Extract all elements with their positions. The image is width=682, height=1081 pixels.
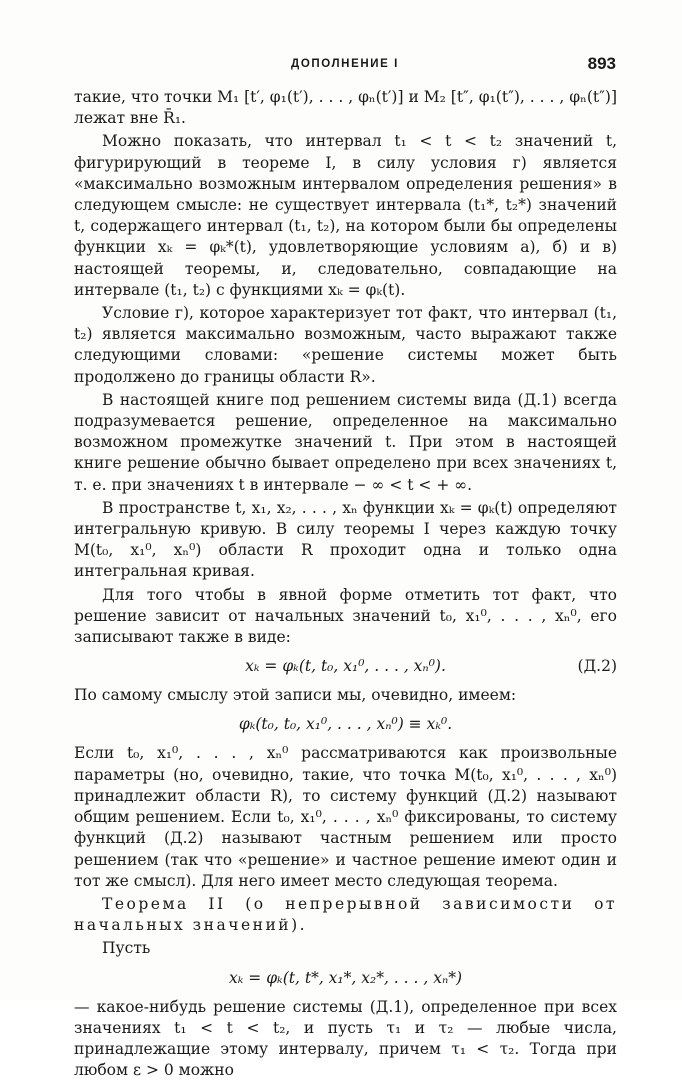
- paragraph-7: По самому смыслу этой записи мы, очевидно, имеем:: [74, 686, 517, 705]
- paragraph-9: — какое-нибудь решение системы (Д.1), определенное при всех значениях t₁ < t < t₂, и пусть τ₁ и τ₂ — любые числа, принадлежащие этому интервалу, причем τ₁ < τ₂. Тогда при любом ε > 0 можно: [74, 997, 617, 1080]
- paragraph-8: Если t₀, x₁⁰, . . . , xₙ⁰ рассматриваются как произвольные параметры (но, очевидно, такие, что точка M(t₀, x₁⁰, . . . , xₙ⁰) принадлежит области R), то систему функций (Д.2) называют общим решением. Если t₀, x₁⁰, . . . , xₙ⁰ фиксированы, то систему функций (Д.2) называют частным решением или просто решением (так что «решение» и частное решение имеют один и тот же смысл). Для него имеет место следующая теорема.: [74, 744, 617, 890]
- paragraph-3: Условие г), которое характеризует тот факт, что интервал (t₁, t₂) является максимально возможным, часто выражают также следующими словами: «решение системы может быть продолжено до границы области R».: [74, 304, 617, 386]
- equation-number: (Д.2): [577, 657, 617, 676]
- page-number: 893: [587, 54, 616, 73]
- formula-d2: [74, 656, 617, 677]
- paragraph-6: Для того чтобы в явной форме отметить тот факт, что решение зависит от начальных значений t₀, x₁⁰, . . . , xₙ⁰, его записывают также в виде:: [74, 585, 617, 647]
- formula-identity: [74, 714, 617, 735]
- theorem-title: Теорема II (о непрерывной зависимости от начальных значений).: [74, 894, 617, 935]
- paragraph-4: В настоящей книге под решением системы вида (Д.1) всегда подразумевается решение, определенное на максимально возможном промежутке значений t. При этом в настоящей книге решение обычно бывает определено при всех значениях t, т. е. при значениях t в интервале − ∞ < t < + ∞.: [74, 390, 617, 494]
- formula-identity-text: φₖ(t₀, t₀, x₁⁰, . . . , xₙ⁰) ≡ xₖ⁰.: [238, 715, 453, 734]
- paragraph-2: Можно показать, что интервал t₁ < t < t₂ значений t, фигурирующий в теореме I, в силу условия г) является «максимально возможным интервалом определения решения» в следующем смысле: не существует интервала (t₁*, t₂*) значений t, содержащего интервал (t₁, t₂), на котором были бы определены функции xₖ = φₖ*(t), удовлетворяющие условиям а), б) и в) настоящей теоремы, и, следовательно, совпадающие на интервале (t₁, t₂) с функциями xₖ = φₖ(t).: [74, 132, 617, 299]
- paragraph-1: такие, что точки M₁ [t′, φ₁(t′), . . . , φₙ(t′)] и M₂ [t″, φ₁(t″), . . . , φₙ(t″)] лежат вне R̄₁.: [74, 88, 617, 128]
- page-body: [74, 87, 617, 1081]
- formula-star: [74, 968, 617, 989]
- formula-d2-text: xₖ = φₖ(t, t₀, x₁⁰, . . . , xₙ⁰).: [245, 657, 446, 676]
- formula-star-text: xₖ = φₖ(t, t*, x₁*, x₂*, . . . , xₙ*): [228, 968, 463, 987]
- paragraph-let: Пусть: [102, 939, 151, 958]
- running-head: ДОПОЛНЕНИЕ I: [291, 58, 399, 70]
- paragraph-5: В пространстве t, x₁, x₂, . . . , xₙ функции xₖ = φₖ(t) определяют интегральную кривую. В силу теоремы I через каждую точку M(t₀, x₁⁰, xₙ⁰) области R проходит одна и только одна интегральная кривая.: [74, 498, 617, 581]
- page-header: [74, 54, 616, 78]
